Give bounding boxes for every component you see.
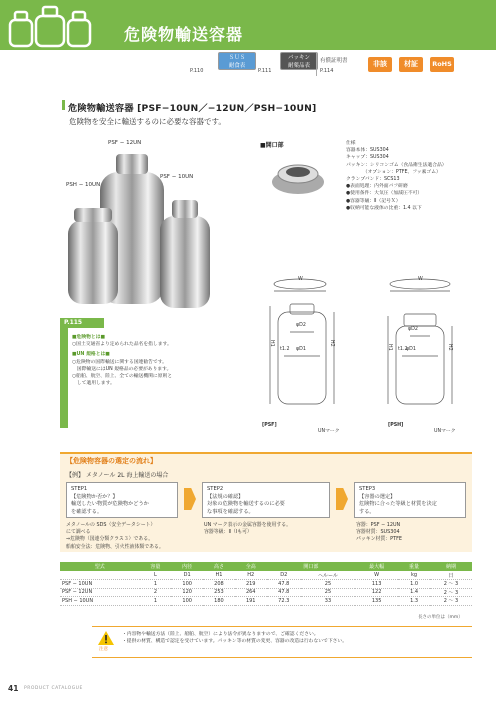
ref-page-sus: P.110 [190, 68, 204, 74]
step1-name: STEP1 [71, 486, 88, 492]
side-a1: ○国土交通省より定められた品名を指します。 [72, 342, 172, 348]
th: 全高 [235, 562, 267, 571]
dim-h2-right: H2 [447, 344, 453, 351]
catalog-label: PRODUCT CATALOGUE [24, 686, 83, 691]
spec-bullet: ●容器等級：Ⅱ（記号Ｘ） [346, 198, 401, 204]
spec-line: 容器本体：SUS304 [346, 148, 389, 154]
technical-drawings [250, 276, 486, 442]
step1-result [66, 522, 202, 551]
td: 1.3 [398, 597, 430, 606]
th: 型式 [60, 562, 140, 571]
spec-heading: 仕様 [346, 141, 356, 146]
td: W [355, 571, 398, 580]
side-page-tag: P.115 [60, 318, 104, 328]
td: PSF − 12UN [60, 588, 140, 597]
td: H2 [235, 571, 267, 580]
table-row [60, 597, 472, 606]
ref-page-certificate: P.114 [320, 68, 334, 74]
td: 191 [235, 597, 267, 606]
td: 日 [430, 571, 472, 580]
container-icons [4, 2, 114, 50]
side-a2-line: ○危険物の国際輸送に関する国連勧告です。 [72, 359, 167, 365]
step3-name: STEP3 [359, 486, 376, 492]
spec-bullet: ●使用条件：大気圧（加減圧不可） [346, 191, 423, 197]
td: 72.3 [267, 597, 301, 606]
dim-t-right: t1.2 [398, 347, 408, 352]
side-q1: ■危険物とは■ [72, 335, 106, 340]
td: 100 [171, 597, 203, 606]
td: D1 [171, 571, 203, 580]
label-psh-10un: PSH − 10UN [66, 182, 101, 188]
spec-bullet: ●収納可能な液体の比重：1.4 以下 [346, 205, 422, 211]
step1-box [66, 482, 178, 518]
step2-title: 【法規の確認】 [207, 493, 244, 500]
td: 219 [235, 580, 267, 589]
ref-badge-packing[interactable] [280, 52, 318, 70]
table-row [60, 588, 472, 597]
step2-result [204, 522, 334, 536]
step2-box [202, 482, 330, 518]
dim-w-right: W [418, 277, 423, 282]
caution-line: ・提供の材質、構造で認定を受けています。パッキン等の材質の変更、容器の改造は行わないで下さい。 [122, 639, 348, 645]
dim-d2-right: φD2 [408, 327, 418, 332]
td: PSH − 10UN [60, 597, 140, 606]
td: 25 [301, 580, 355, 589]
th: 重量 [398, 562, 430, 571]
dim-h1-right: H1 [387, 344, 393, 351]
step3-body: 危険物に合った等級と材質を決定 [359, 501, 437, 507]
warning-icon [98, 630, 114, 644]
td: PSF − 10UN [60, 580, 140, 589]
td: 180 [203, 597, 235, 606]
spec-line: パッキン：シリコンゴム（食品衛生法適合品） [346, 162, 447, 168]
dim-t-left: t1.2 [280, 347, 290, 352]
step2-name: STEP2 [207, 486, 224, 492]
td: 2 ～ 3 [430, 588, 472, 597]
dim-h1-left: H1 [269, 340, 275, 347]
tag-material-cert: 材証 [399, 57, 423, 72]
td: ヘルール [301, 571, 355, 580]
step1-result-line: ⇒危険物（国連分類クラス３）である。 [66, 536, 154, 543]
caption-psf: [PSF] [262, 423, 277, 428]
td: 2 ～ 3 [430, 580, 472, 589]
dim-d2-left: φD2 [296, 323, 306, 328]
spec-bullet: ●表面処理：内外面バフ研磨 [346, 184, 408, 190]
side-a2-line: して適用します。 [72, 381, 115, 387]
dim-d1-right: φD1 [406, 347, 416, 352]
side-panel-bar [60, 318, 68, 428]
label-psf-12un: PSF − 12UN [108, 140, 142, 146]
label-psf-10un: PSF − 10UN [160, 174, 194, 180]
table-header-row [60, 562, 472, 571]
step3-body: する。 [359, 508, 375, 515]
step1-result-line: にて調べる [66, 529, 91, 536]
th: 最大幅 [355, 562, 398, 571]
td: 253 [203, 588, 235, 597]
side-panel [72, 334, 222, 387]
page-title: 危険物輸送容器 [124, 25, 244, 44]
step3-result-line: パッキン材質：PTFE [356, 536, 403, 543]
th: 納期 [430, 562, 472, 571]
caution-label: 注意 [99, 647, 108, 652]
caption-psh: [PSH] [388, 423, 404, 428]
step3-box [354, 482, 466, 518]
td: 122 [355, 588, 398, 597]
side-a2-line: 国際輸送にはUN 規格品の必要があります。 [72, 366, 172, 372]
ref-badge-sus-label: ＳＵＳ 耐食表 [228, 55, 246, 69]
step2-result-line: UN マーク表示の金属容器を使用する。 [204, 522, 292, 528]
step2-result-line: 容器等級：Ⅱ（Ⅰも可） [204, 529, 252, 536]
step3-title: 【容器の選定】 [359, 493, 396, 500]
side-a2-line: ○船舶、航空、陸上、全ての輸送機関に原則と [72, 374, 173, 380]
td: 208 [203, 580, 235, 589]
title-accent [62, 100, 65, 110]
td: 2 [140, 588, 172, 597]
step1-result-line: メタノールの SDS（安全データシート） [66, 522, 156, 528]
dim-w-left: W [298, 277, 303, 282]
un-mark-right: UNマーク [434, 429, 456, 434]
td: H1 [203, 571, 235, 580]
unit-note: 長さの単位は（mm） [418, 615, 463, 620]
product-photo [60, 136, 256, 316]
product-title: 危険物輸送容器 [PSF−10UN／−12UN／PSH−10UN] [68, 103, 317, 114]
ref-badge-sus[interactable] [218, 52, 256, 70]
td: 47.8 [267, 580, 301, 589]
page-number: 41 [8, 684, 19, 693]
td: 264 [235, 588, 267, 597]
spec-table [60, 562, 472, 606]
dim-d1-left: φD1 [296, 347, 306, 352]
spec-line: クランプバンド：SCS13 [346, 177, 400, 183]
spec-line: キャップ：SUS304 [346, 155, 389, 161]
td: 33 [301, 597, 355, 606]
divider [316, 52, 317, 76]
table-row [60, 580, 472, 589]
td: 1 [140, 580, 172, 589]
th: 内径 [171, 562, 203, 571]
step2-body: な事項を確認する。 [207, 508, 254, 515]
table-subheader-row [60, 571, 472, 580]
td [60, 571, 140, 580]
flow-example: 【例】 メタノール 2L 海上輸送の場合 [66, 472, 169, 479]
td: 47.8 [267, 588, 301, 597]
td: 1 [140, 597, 172, 606]
step1-body: 輸送したい物質が危険物かどうか [71, 501, 149, 507]
td: 113 [355, 580, 398, 589]
td: 25 [301, 588, 355, 597]
tag-non-applicable: 非該 [368, 57, 392, 72]
step3-result-line: 容器材質：SUS304 [356, 529, 400, 536]
td: L [140, 571, 172, 580]
spec-list [346, 140, 486, 212]
product-subtitle: 危険物を安全に輸送するのに必要な容器です。 [69, 117, 226, 126]
td: 2 ～ 3 [430, 597, 472, 606]
un-mark-left: UNマーク [318, 429, 340, 434]
caution-text [122, 631, 472, 645]
step1-title: 【危険物か否か？】 [71, 493, 118, 500]
ref-certificate: 有償証明書 [320, 58, 348, 64]
th: 開口部 [267, 562, 355, 571]
td: D2 [267, 571, 301, 580]
flow-title: 【危険物容器の選定の流れ】 [66, 457, 157, 465]
ref-badge-packing-label: パッキン 耐薬品表 [287, 55, 310, 69]
side-q2: ■UN 規格とは■ [72, 352, 110, 358]
caution-line: ・内容物や輸送方法（陸上、船舶、航空）により法令が異なりますので、ご確認ください。 [122, 632, 319, 637]
td: 135 [355, 597, 398, 606]
step1-result-line: 船舶安全法：危険物、引火性液体類である。 [66, 543, 164, 550]
tag-rohs: RoHS [430, 57, 454, 72]
td: 1.4 [398, 588, 430, 597]
td: kg [398, 571, 430, 580]
opening-photo [258, 140, 338, 200]
step3-result [356, 522, 466, 544]
td: 100 [171, 580, 203, 589]
td: 1.0 [398, 580, 430, 589]
th: 高さ [203, 562, 235, 571]
td: 120 [171, 588, 203, 597]
ref-page-packing: P.111 [258, 68, 272, 74]
opening-label: ■開口部 [260, 142, 284, 149]
spec-line: （オプション：PTFE、フッ素ゴム） [346, 169, 441, 175]
step3-result-line: 容器：PSF − 12UN [356, 522, 401, 528]
th: 容量 [140, 562, 172, 571]
dim-h2-left: H2 [329, 340, 335, 347]
step1-body: を確認する。 [71, 508, 103, 515]
step2-body: 対象の危険物を輸送するのに必要 [207, 501, 285, 507]
